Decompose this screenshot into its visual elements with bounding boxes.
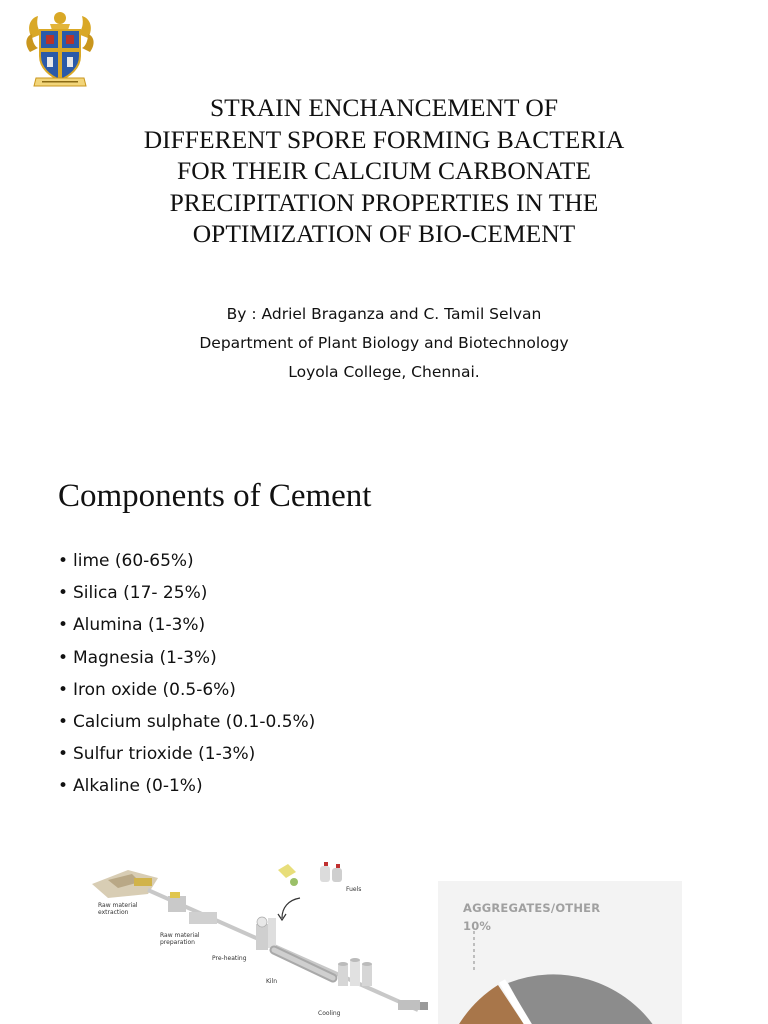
- bullet-dot: •: [58, 647, 69, 668]
- list-item-text: Silica (17- 25%): [73, 583, 208, 604]
- list-item-text: lime (60-65%): [73, 551, 194, 571]
- title-line: OPTIMIZATION OF BIO-CEMENT: [192, 219, 576, 248]
- list-item-text: Magnesia (1-3%): [73, 647, 217, 668]
- department-line: Department of Plant Biology and Biotechnology: [199, 334, 569, 352]
- bullet-dot: •: [58, 776, 69, 797]
- list-item-text: Sulfur trioxide (1-3%): [73, 744, 256, 765]
- list-item: [58, 577, 315, 609]
- components-list: [58, 545, 315, 803]
- process-label-line: extraction: [98, 909, 129, 916]
- process-label-line: Raw material: [98, 902, 138, 909]
- list-item: [58, 770, 315, 802]
- presentation-title: [84, 92, 684, 250]
- cement-composition-pie: [438, 881, 682, 1024]
- list-item-text: Alumina (1-3%): [73, 615, 206, 636]
- process-label: [98, 902, 138, 916]
- title-slide: [0, 0, 768, 425]
- slide-divider: [0, 425, 768, 433]
- bullet-dot: •: [58, 551, 69, 571]
- components-slide: [0, 433, 768, 1024]
- list-item: [58, 545, 315, 577]
- title-line: FOR THEIR CALCIUM CARBONATE: [177, 156, 591, 185]
- list-item: [58, 738, 315, 770]
- college-crest-icon: [24, 8, 96, 90]
- bullet-dot: •: [58, 583, 69, 604]
- title-line: STRAIN ENCHANCEMENT OF: [209, 93, 559, 122]
- list-item: [58, 706, 315, 738]
- title-line: DIFFERENT SPORE FORMING BACTERIA: [143, 124, 625, 154]
- cement-process-illustration: [88, 860, 434, 1024]
- list-item-text: Calcium sulphate (0.1-0.5%): [73, 712, 316, 733]
- slide-heading: Components of Cement: [58, 478, 372, 514]
- list-item-text: Alkaline (0-1%): [73, 776, 203, 797]
- pie-label-percent: 10%: [463, 919, 492, 933]
- list-item: [58, 609, 315, 641]
- institution-line: Loyola College, Chennai.: [288, 363, 480, 381]
- list-item: [58, 642, 315, 674]
- process-label: Kiln: [266, 978, 278, 985]
- authors-line: By : Adriel Braganza and C. Tamil Selvan: [226, 305, 542, 323]
- process-label: [160, 932, 200, 946]
- bullet-dot: •: [58, 712, 69, 733]
- bullet-dot: •: [58, 679, 69, 700]
- list-item-text: Iron oxide (0.5-6%): [73, 679, 236, 700]
- bullet-dot: •: [58, 615, 69, 636]
- pie-label-category: AGGREGATES/OTHER: [463, 901, 601, 915]
- process-label: Cooling: [318, 1010, 341, 1017]
- process-label: Pre-heating: [212, 955, 247, 962]
- process-label-line: Raw material: [160, 932, 200, 939]
- author-block: [84, 300, 684, 387]
- bullet-dot: •: [58, 744, 69, 765]
- list-item: [58, 674, 315, 706]
- title-line: PRECIPITATION PROPERTIES IN THE: [169, 187, 599, 217]
- process-label-line: preparation: [160, 939, 195, 946]
- process-label: Fuels: [346, 886, 362, 893]
